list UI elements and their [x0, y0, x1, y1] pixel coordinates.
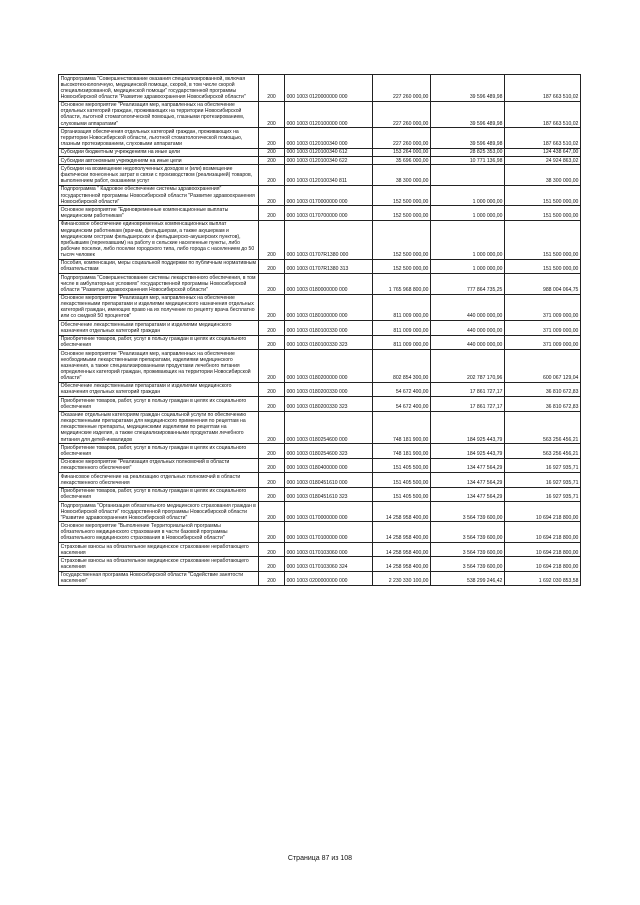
cell-executed-amount: 39 596 489,98 — [431, 75, 505, 102]
cell-name: Приобретение товаров, работ, услуг в пользу граждан в целях их социального обеспечения — [59, 335, 259, 349]
table-row — [59, 473, 581, 487]
cell-remaining-amount: 151 500 000,00 — [505, 185, 581, 206]
cell-executed-amount — [431, 165, 505, 186]
cell-admin-code: 200 — [259, 557, 285, 571]
cell-remaining-amount: 187 663 510,02 — [505, 75, 581, 102]
cell-admin-code: 200 — [259, 411, 285, 444]
table-row — [59, 522, 581, 543]
cell-remaining-amount: 16 927 935,71 — [505, 473, 581, 487]
cell-approved-amount: 152 500 000,00 — [373, 206, 431, 220]
cell-admin-code: 200 — [259, 444, 285, 458]
cell-classification-code: 000 1003 0120100340 622 — [285, 157, 373, 165]
cell-approved-amount: 811 009 000,00 — [373, 321, 431, 335]
table-row — [59, 557, 581, 571]
cell-classification-code: 000 1003 0180200330 000 — [285, 382, 373, 396]
cell-name: Оказание отдельным категориям граждан социальной услуги по обеспечению лекарственными препаратами для медицинского применения по рецептам на лекарственные препараты, медицинскими изделиями по рецептам на медицинские изделия, а также специализированными продуктами лечебного питания для детей-инвалидов — [59, 411, 259, 444]
cell-approved-amount: 38 300 000,00 — [373, 165, 431, 186]
cell-name: Организация обеспечения отдельных категорий граждан, проживающих на территории Новосибирской области, льготной стоматологической помощью, глазным протезированием, слуховыми аппаратами — [59, 128, 259, 149]
cell-approved-amount: 2 230 330 100,00 — [373, 571, 431, 585]
cell-classification-code: 000 1003 0170000000 000 — [285, 185, 373, 206]
cell-classification-code: 000 1003 0120100340 000 — [285, 128, 373, 149]
table-row — [59, 487, 581, 501]
cell-name: Основное мероприятие "Выполнение Территориальной программы обязательного медицинского страхования в части базовой программы обязательного медицинского страхования в Новосибирской области" — [59, 522, 259, 543]
cell-classification-code: 000 1003 0180100330 323 — [285, 335, 373, 349]
cell-classification-code: 000 1003 0170100000 000 — [285, 522, 373, 543]
cell-name: Обеспечение лекарственными препаратами и изделиями медицинского назначения отдельных категорий граждан — [59, 321, 259, 335]
cell-admin-code: 200 — [259, 473, 285, 487]
cell-executed-amount: 538 299 246,42 — [431, 571, 505, 585]
table-row — [59, 321, 581, 335]
cell-name: Страховые взносы на обязательное медицинское страхование неработающего населения — [59, 557, 259, 571]
cell-admin-code: 200 — [259, 185, 285, 206]
cell-admin-code: 200 — [259, 501, 285, 522]
cell-admin-code: 200 — [259, 157, 285, 165]
table-row — [59, 294, 581, 321]
cell-executed-amount: 134 477 564,29 — [431, 458, 505, 472]
cell-admin-code: 200 — [259, 487, 285, 501]
table-row — [59, 259, 581, 273]
cell-executed-amount: 1 000 000,00 — [431, 206, 505, 220]
cell-classification-code: 000 1003 0120100340 612 — [285, 148, 373, 156]
cell-executed-amount: 134 477 564,29 — [431, 487, 505, 501]
cell-classification-code: 000 1003 01707R1380 000 — [285, 220, 373, 259]
cell-name: Основное мероприятие "Реализация отдельных полномочий в области лекарственного обеспечения" — [59, 458, 259, 472]
cell-executed-amount: 202 787 170,96 — [431, 350, 505, 383]
cell-name: Приобретение товаров, работ, услуг в пользу граждан в целях их социального обеспечения — [59, 487, 259, 501]
cell-approved-amount: 152 500 000,00 — [373, 259, 431, 273]
cell-admin-code: 200 — [259, 542, 285, 556]
cell-executed-amount: 440 000 000,00 — [431, 335, 505, 349]
cell-approved-amount: 54 672 400,00 — [373, 397, 431, 411]
cell-approved-amount: 14 258 958 400,00 — [373, 501, 431, 522]
cell-remaining-amount: 600 067 129,04 — [505, 350, 581, 383]
cell-admin-code: 200 — [259, 294, 285, 321]
cell-approved-amount: 152 500 000,00 — [373, 185, 431, 206]
table-row — [59, 335, 581, 349]
cell-classification-code: 000 1003 0180254600 000 — [285, 411, 373, 444]
cell-approved-amount: 151 405 500,00 — [373, 473, 431, 487]
cell-name: Финансовое обеспечение на реализацию отдельных полномочий в области лекарственного обеспечения — [59, 473, 259, 487]
cell-remaining-amount: 371 009 000,00 — [505, 335, 581, 349]
cell-classification-code: 000 1003 0170700000 000 — [285, 206, 373, 220]
cell-remaining-amount: 1 692 030 853,58 — [505, 571, 581, 585]
table-row — [59, 101, 581, 128]
cell-admin-code: 200 — [259, 165, 285, 186]
cell-executed-amount: 777 864 735,25 — [431, 274, 505, 295]
cell-executed-amount: 1 000 000,00 — [431, 185, 505, 206]
cell-name: Государственная программа Новосибирской области "Содействие занятости населения" — [59, 571, 259, 585]
cell-executed-amount: 3 564 739 600,00 — [431, 501, 505, 522]
cell-approved-amount: 152 500 000,00 — [373, 220, 431, 259]
cell-remaining-amount: 187 663 510,02 — [505, 101, 581, 128]
table-row — [59, 185, 581, 206]
cell-name: Основное мероприятие "Реализация мер, направленных на обеспечение необходимыми лекарственными препаратами, изделиями медицинского назначения, а также специализированными продуктами лечебного питания определенных категорий граждан, проживающих на территории Новосибирской области" — [59, 350, 259, 383]
cell-name: Подпрограмма "Совершенствование системы лекарственного обеспечения, в том числе в амбулаторных условиях" государственной программы Новосибирской области "Развитие здравоохранения Новосибирской области" — [59, 274, 259, 295]
cell-remaining-amount: 151 500 000,00 — [505, 259, 581, 273]
cell-executed-amount: 3 564 739 600,00 — [431, 522, 505, 543]
table-row — [59, 128, 581, 149]
cell-executed-amount: 1 000 000,00 — [431, 220, 505, 259]
cell-approved-amount: 35 696 000,00 — [373, 157, 431, 165]
cell-executed-amount: 10 771 136,98 — [431, 157, 505, 165]
cell-approved-amount: 14 258 958 400,00 — [373, 557, 431, 571]
page-footer: Страница 87 из 108 — [287, 855, 353, 862]
cell-remaining-amount: 187 663 510,02 — [505, 128, 581, 149]
cell-admin-code: 200 — [259, 220, 285, 259]
cell-approved-amount: 748 181 900,00 — [373, 411, 431, 444]
cell-approved-amount: 153 264 000,00 — [373, 148, 431, 156]
cell-admin-code: 200 — [259, 148, 285, 156]
cell-classification-code: 000 1003 0180400000 000 — [285, 458, 373, 472]
table-row — [59, 350, 581, 383]
cell-executed-amount: 440 000 000,00 — [431, 321, 505, 335]
cell-classification-code: 000 1003 0180451610 000 — [285, 473, 373, 487]
cell-remaining-amount: 151 500 000,00 — [505, 206, 581, 220]
cell-classification-code: 000 1003 0180000000 000 — [285, 274, 373, 295]
cell-remaining-amount: 563 256 456,21 — [505, 444, 581, 458]
cell-admin-code: 200 — [259, 206, 285, 220]
cell-remaining-amount: 10 694 218 800,00 — [505, 501, 581, 522]
cell-name: Основное мероприятие "Реализация мер, направленных на обеспечение лекарственными препаратами и изделиями медицинского назначения отдельных категорий граждан, имеющих право на их получение по рецепту врача бесплатно или со скидкой 50 процентов" — [59, 294, 259, 321]
cell-approved-amount: 227 260 000,00 — [373, 128, 431, 149]
table-row — [59, 148, 581, 156]
cell-admin-code: 200 — [259, 522, 285, 543]
cell-name: Подпрограмма "Организация обязательного медицинского страхования граждан в Новосибирской области" государственной программы Новосибирской области "Развитие здравоохранения Новосибирской области" — [59, 501, 259, 522]
cell-classification-code: 000 1003 0180451610 323 — [285, 487, 373, 501]
cell-approved-amount: 151 405 500,00 — [373, 487, 431, 501]
cell-classification-code: 000 1003 0180200000 000 — [285, 350, 373, 383]
cell-executed-amount: 28 825 353,00 — [431, 148, 505, 156]
cell-classification-code: 000 1003 0200000000 000 — [285, 571, 373, 585]
budget-table-body — [59, 75, 581, 586]
cell-classification-code: 000 1003 0120100340 811 — [285, 165, 373, 186]
cell-executed-amount: 1 000 000,00 — [431, 259, 505, 273]
cell-name: Основное мероприятие "Реализация мер, направленных на обеспечение отдельных категорий граждан, проживающих на территории Новосибирской области, льготной стоматологической помощью, глазными протезированием, слуховыми аппаратами" — [59, 101, 259, 128]
cell-classification-code: 000 1003 0180100330 000 — [285, 321, 373, 335]
cell-name: Обеспечение лекарственными препаратами и изделиями медицинского назначения отдельных категорий граждан — [59, 382, 259, 396]
cell-classification-code: 000 1003 0170103060 000 — [285, 542, 373, 556]
budget-table — [58, 74, 581, 586]
cell-classification-code: 000 1003 0120100000 000 — [285, 101, 373, 128]
cell-remaining-amount: 371 009 000,00 — [505, 294, 581, 321]
cell-remaining-amount: 124 438 647,00 — [505, 148, 581, 156]
cell-remaining-amount: 151 500 000,00 — [505, 220, 581, 259]
cell-approved-amount: 1 765 968 800,00 — [373, 274, 431, 295]
cell-approved-amount: 802 854 300,00 — [373, 350, 431, 383]
table-row — [59, 542, 581, 556]
cell-approved-amount: 748 181 900,00 — [373, 444, 431, 458]
cell-approved-amount: 227 260 000,00 — [373, 75, 431, 102]
cell-admin-code: 200 — [259, 274, 285, 295]
cell-classification-code: 000 1003 0170103060 324 — [285, 557, 373, 571]
cell-name: Субсидии на возмещение недополученных доходов и (или) возмещение фактически понесенных затрат в связи с производством (реализацией) товаров, выполнением работ, оказанием услуг — [59, 165, 259, 186]
cell-approved-amount: 151 405 500,00 — [373, 458, 431, 472]
cell-name: Страховые взносы на обязательное медицинское страхование неработающего населения — [59, 542, 259, 556]
cell-executed-amount: 134 477 564,29 — [431, 473, 505, 487]
cell-approved-amount: 811 009 000,00 — [373, 294, 431, 321]
cell-name: Подпрограмма "Совершенствование оказания специализированной, включая высокотехнологичную, медицинской помощи, скорой, в том числе скорой специализированной, медицинской помощи" государственной программы Новосибирской области "Развитие здравоохранения Новосибирской области" — [59, 75, 259, 102]
cell-classification-code: 000 1003 0170000000 000 — [285, 501, 373, 522]
cell-name: Приобретение товаров, работ, услуг в пользу граждан в целях их социального обеспечения — [59, 444, 259, 458]
cell-classification-code: 000 1003 0120000000 000 — [285, 75, 373, 102]
cell-remaining-amount: 16 927 935,71 — [505, 458, 581, 472]
table-row — [59, 411, 581, 444]
table-row — [59, 458, 581, 472]
cell-name: Приобретение товаров, работ, услуг в пользу граждан в целях их социального обеспечения — [59, 397, 259, 411]
cell-admin-code: 200 — [259, 335, 285, 349]
table-row — [59, 220, 581, 259]
cell-remaining-amount: 24 924 863,02 — [505, 157, 581, 165]
cell-executed-amount: 440 000 000,00 — [431, 294, 505, 321]
table-row — [59, 274, 581, 295]
cell-executed-amount: 39 596 489,98 — [431, 101, 505, 128]
cell-classification-code: 000 1003 0180254600 323 — [285, 444, 373, 458]
cell-remaining-amount: 38 300 000,00 — [505, 165, 581, 186]
cell-name: Субсидии бюджетным учреждениям на иные цели — [59, 148, 259, 156]
cell-executed-amount: 3 564 739 600,00 — [431, 542, 505, 556]
cell-approved-amount: 54 672 400,00 — [373, 382, 431, 396]
cell-admin-code: 200 — [259, 382, 285, 396]
table-row — [59, 501, 581, 522]
table-row — [59, 382, 581, 396]
cell-admin-code: 200 — [259, 75, 285, 102]
cell-executed-amount: 3 564 739 600,00 — [431, 557, 505, 571]
cell-executed-amount: 184 925 443,79 — [431, 444, 505, 458]
cell-name: Подпрограмма " Кадровое обеспечение системы здравоохранения" государственной программы Новосибирской области "Развитие здравоохранения Новосибирской области" — [59, 185, 259, 206]
cell-admin-code: 200 — [259, 571, 285, 585]
cell-name: Субсидии автономным учреждениям на иные цели — [59, 157, 259, 165]
table-row — [59, 571, 581, 585]
cell-admin-code: 200 — [259, 128, 285, 149]
cell-executed-amount: 17 861 727,17 — [431, 397, 505, 411]
cell-remaining-amount: 16 927 935,71 — [505, 487, 581, 501]
cell-classification-code: 000 1003 0180200330 323 — [285, 397, 373, 411]
table-row — [59, 165, 581, 186]
cell-remaining-amount: 988 004 064,75 — [505, 274, 581, 295]
table-row — [59, 444, 581, 458]
cell-admin-code: 200 — [259, 101, 285, 128]
cell-name: Финансовое обеспечение единовременных компенсационных выплат медицинским работникам (врачам, фельдшерам, а также акушеркам и медицинским сестрам фельдшерских и фельдшерско-акушерских пунктов), прибывшим (переехавшим) на работу в сельские населенные пункты, либо рабочие поселки, либо поселки городского типа, либо города с населением до 50 тысяч человек — [59, 220, 259, 259]
table-row — [59, 206, 581, 220]
cell-remaining-amount: 36 810 672,83 — [505, 382, 581, 396]
table-row — [59, 75, 581, 102]
cell-executed-amount: 39 596 489,98 — [431, 128, 505, 149]
cell-executed-amount: 17 861 727,17 — [431, 382, 505, 396]
cell-approved-amount: 14 258 958 400,00 — [373, 522, 431, 543]
cell-approved-amount: 811 009 000,00 — [373, 335, 431, 349]
cell-admin-code: 200 — [259, 259, 285, 273]
cell-approved-amount: 227 260 000,00 — [373, 101, 431, 128]
cell-remaining-amount: 10 694 218 800,00 — [505, 522, 581, 543]
cell-admin-code: 200 — [259, 397, 285, 411]
cell-executed-amount: 184 925 443,79 — [431, 411, 505, 444]
cell-remaining-amount: 10 694 218 800,00 — [505, 542, 581, 556]
cell-remaining-amount: 371 009 000,00 — [505, 321, 581, 335]
cell-approved-amount: 14 258 958 400,00 — [373, 542, 431, 556]
cell-admin-code: 200 — [259, 458, 285, 472]
cell-remaining-amount: 36 810 672,83 — [505, 397, 581, 411]
table-row — [59, 397, 581, 411]
cell-name: Пособия, компенсации, меры социальной поддержки по публичным нормативным обязательствам — [59, 259, 259, 273]
cell-classification-code: 000 1003 0180100000 000 — [285, 294, 373, 321]
table-row — [59, 157, 581, 165]
cell-name: Основное мероприятие "Единовременные компенсационные выплаты медицинским работникам" — [59, 206, 259, 220]
cell-remaining-amount: 10 694 218 800,00 — [505, 557, 581, 571]
cell-classification-code: 000 1003 01707R1380 313 — [285, 259, 373, 273]
cell-remaining-amount: 563 256 456,21 — [505, 411, 581, 444]
cell-admin-code: 200 — [259, 321, 285, 335]
cell-admin-code: 200 — [259, 350, 285, 383]
